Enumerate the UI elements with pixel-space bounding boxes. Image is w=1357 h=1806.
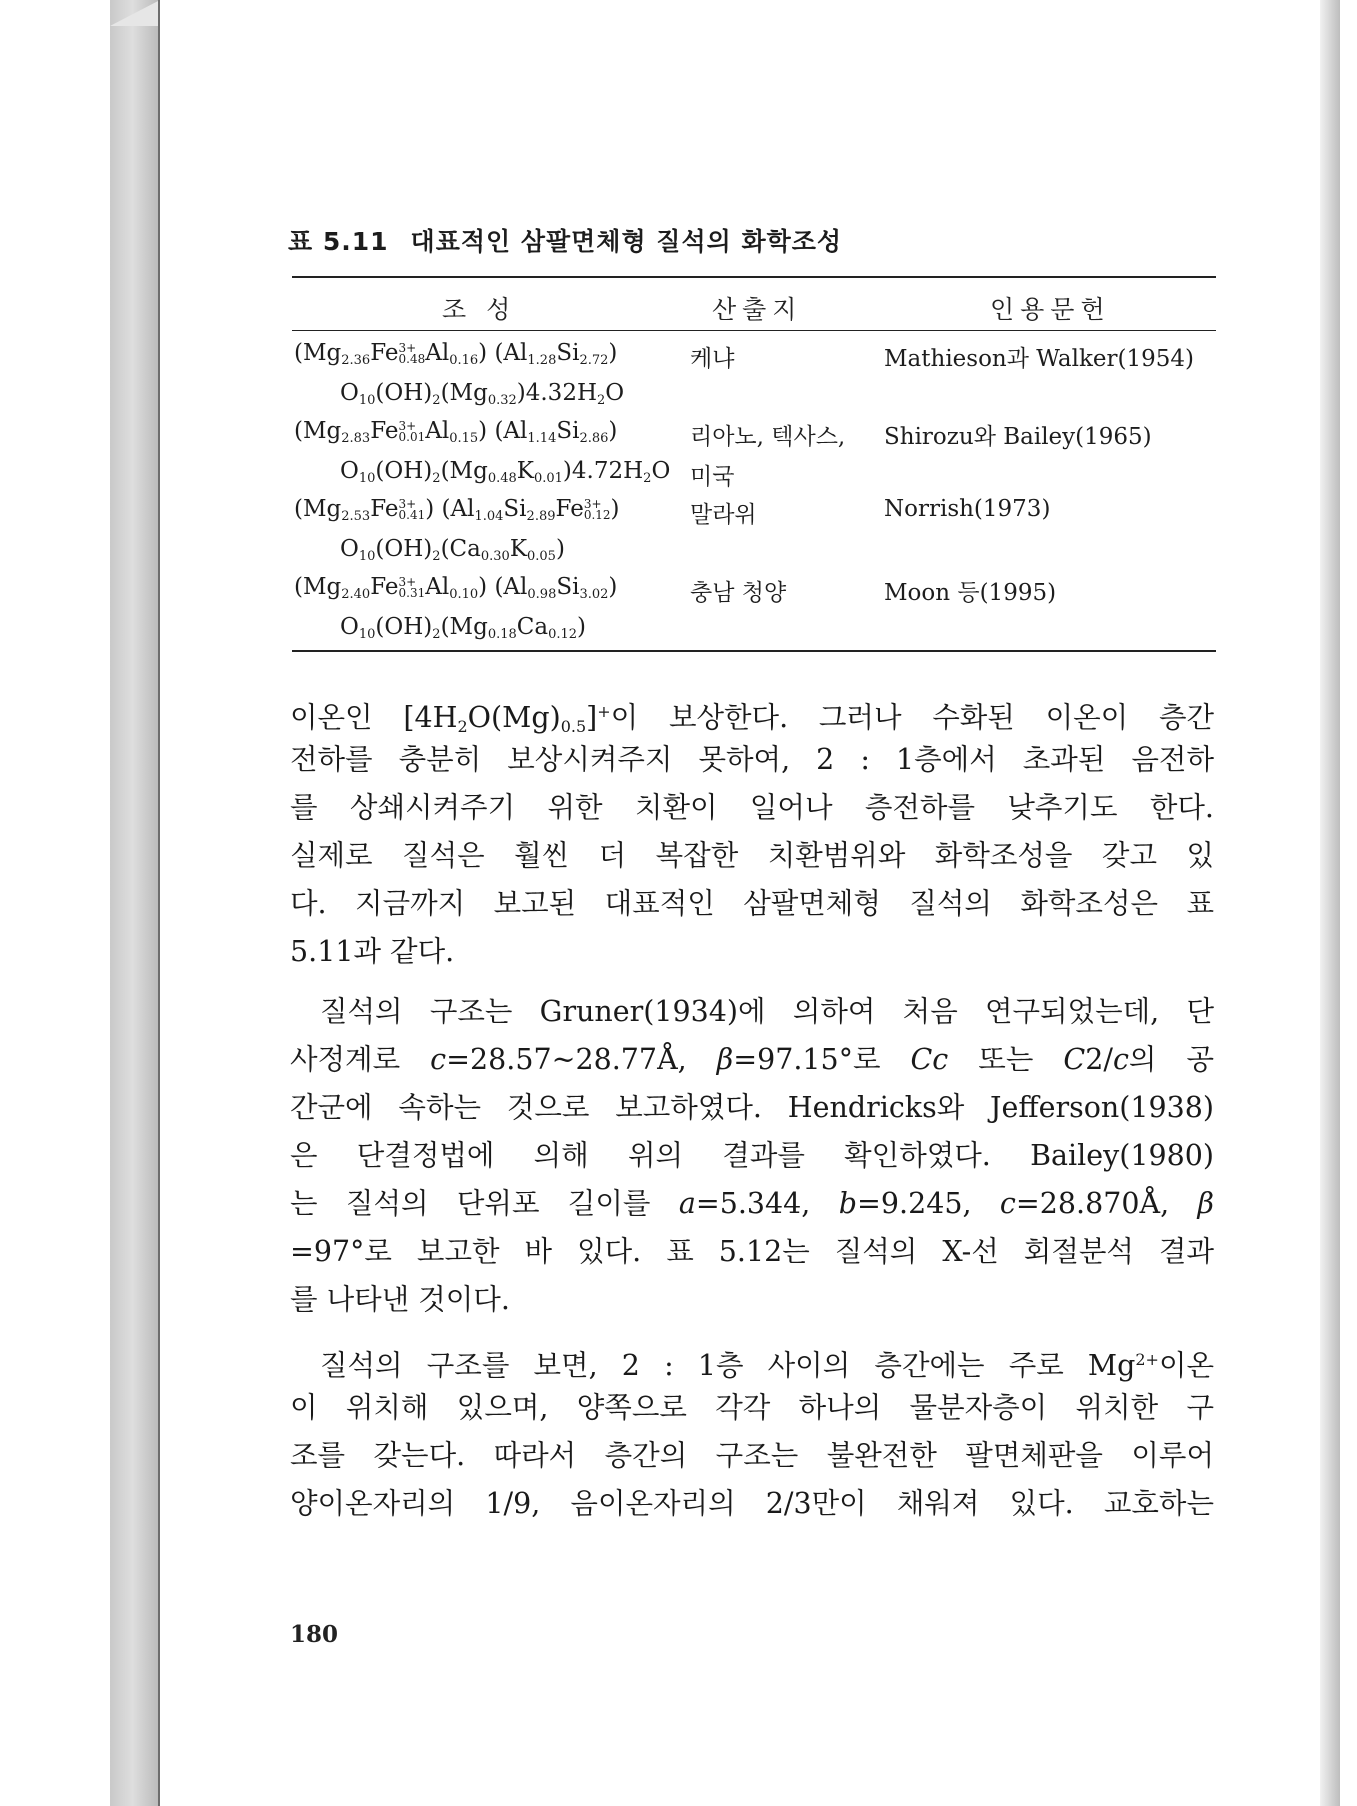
table-cell-locality: 충남 청양 [690,580,787,606]
table-cell-composition: $O_{10}(OH)_2(Mg_{0.48}K_{0.01})4.72H_2O$ [340,458,671,486]
text-line: 이 위치해 있으며, 양쪽으로 각각 하나의 물분자층이 위치한 구 [290,1391,1214,1424]
page-number: 180 [290,1621,339,1648]
table-caption [288,222,842,258]
table-header-reference: 인용문헌 [990,295,1111,324]
table-cell-reference: Norrish(1973) [884,496,1051,522]
table-cell-composition: $O_{10}(OH)_2(Mg_{0.32})4.32H_2O$ [340,380,625,408]
table-cell-locality: 리아노, 텍사스, [690,424,846,450]
text-line: 간군에 속하는 것으로 보고하였다. Hendricks와 Jefferson(1938) [290,1091,1214,1124]
text-line: 사정계로 c=28.57~28.77Å, β=97.15°로 Cc 또는 C2/c의 공 [290,1043,1215,1076]
text-line: 질석의 구조는 Gruner(1934)에 의하여 처음 연구되었는데, 단 [320,995,1214,1028]
table-cell-locality: 말라위 [690,502,757,528]
text-line: 이온인 $[4H_2O(Mg)_{0.5}]^+$이 보상한다. 그러나 수화된 이온이 층간 [290,701,1215,736]
table-cell-reference: Shirozu와 Bailey(1965) [884,424,1152,450]
table-header-locality: 산출지 [712,295,803,324]
text-line: 는 질석의 단위포 길이를 a=5.344, b=9.245, c=28.870Å, β [290,1187,1214,1220]
table-cell-reference: Moon 등(1995) [884,580,1057,606]
table-cell-locality: 케냐 [690,346,735,372]
paragraph-3 [290,1336,1214,1528]
text-line: 양이온자리의 1/9, 음이온자리의 2/3만이 채워져 있다. 교호하는 [290,1487,1214,1520]
table-bottom-rule [292,650,1216,652]
table-caption-title: 대표적인 삼팔면체형 질석의 화학조성 [410,227,843,256]
text-line: 실제로 질석은 훨씬 더 복잡한 치환범위와 화학조성을 갖고 있 [290,839,1214,872]
table-cell-composition: ($Mg_{2.83}Fe3+$ $0.01Al_{0.15}$) $(Al_{1.14}Si_{2.86})$ [294,418,618,446]
text-line: 은 단결정법에 의해 위의 결과를 확인하였다. Bailey(1980) [290,1139,1214,1172]
paragraph-2 [290,988,1214,1324]
table-cell-composition: ($Mg_{2.40}Fe3+$ $0.31Al_{0.10}$) $(Al_{0.98}Si_{3.02})$ [294,574,618,602]
table-cell-composition: ($Mg_{2.53}Fe3+$ 0.41) ($Al_{1.04}Si_{2.89}Fe3+$ 0.12) [294,496,620,524]
paragraph-1 [290,688,1214,976]
text-line: 다. 지금까지 보고된 대표적인 삼팔면체형 질석의 화학조성은 표 [290,887,1214,920]
table-top-rule [292,276,1216,278]
text-line: 전하를 충분히 보상시켜주지 못하여, 2 : 1층에서 초과된 음전하 [290,743,1214,776]
table-cell-reference: Mathieson과 Walker(1954) [884,346,1195,372]
table-caption-number: 표 5.11 [288,227,389,256]
text-line: 질석의 구조를 보면, 2 : 1층 사이의 층간에는 주로 $Mg^{2+}$이온 [320,1349,1214,1382]
table-cell-locality: 미국 [690,464,735,490]
table-header-composition: 조 성 [442,295,517,324]
page-edge [1320,0,1340,1806]
text-line: 를 나타낸 것이다. [290,1283,510,1316]
table-cell-composition: $O_{10}(OH)_2(Ca_{0.30}K_{0.05})$ [340,536,565,564]
table-header-rule [292,330,1216,331]
text-line: =97°로 보고한 바 있다. 표 5.12는 질석의 X-선 회절분석 결과 [290,1235,1214,1268]
spine-top-edge [110,0,160,26]
text-line: 5.11과 같다. [290,935,455,968]
text-line: 를 상쇄시켜주기 위한 치환이 일어나 층전하를 낮추기도 한다. [290,791,1214,824]
text-line: 조를 갖는다. 따라서 층간의 구조는 불완전한 팔면체판을 이루어 [290,1439,1214,1472]
table-cell-composition: ($Mg_{2.36}Fe3+$ $0.48Al_{0.16}$) $(Al_{1.28}Si_{2.72})$ [294,340,618,368]
table-cell-composition: $O_{10}(OH)_2(Mg_{0.18}Ca_{0.12})$ [340,614,587,642]
book-spine [110,0,160,1806]
